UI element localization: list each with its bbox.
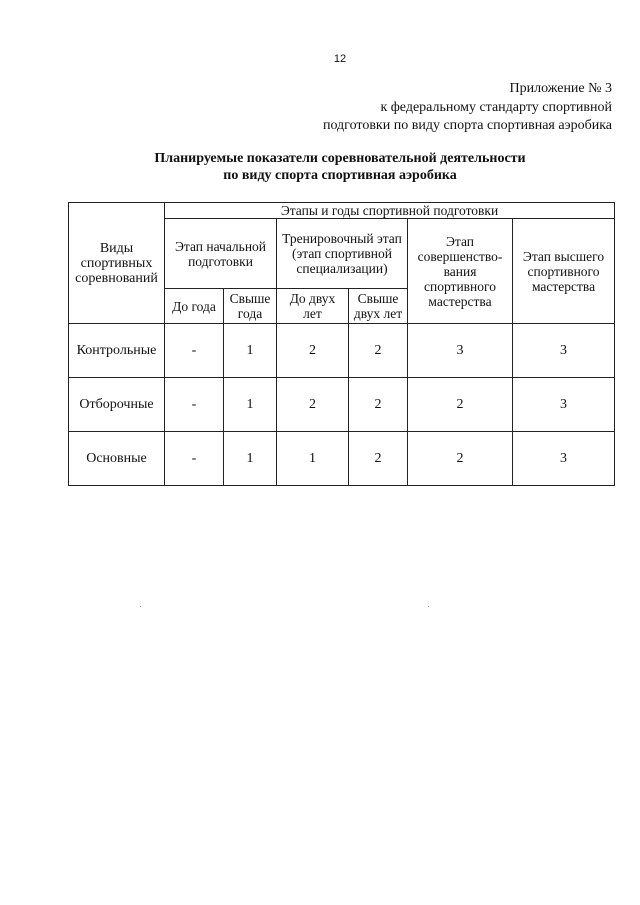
header-stage-training: Тренировочный этап (этап спортивной специализации) bbox=[277, 219, 408, 289]
row-label-main: Основные bbox=[69, 432, 165, 486]
header-initial-over-year: Свыше года bbox=[224, 289, 277, 324]
table-cell: - bbox=[165, 432, 224, 486]
table-row bbox=[69, 324, 615, 378]
appendix-reference bbox=[323, 80, 612, 136]
document-title-line-2: по виду спорта спортивная аэробика bbox=[223, 168, 457, 183]
table-cell: 1 bbox=[224, 324, 277, 378]
header-stage-improvement: Этап совершенство-вания спортивного мастерства bbox=[408, 219, 513, 324]
scan-speck bbox=[140, 606, 141, 607]
row-label-control: Контрольные bbox=[69, 324, 165, 378]
table-cell: 2 bbox=[277, 378, 349, 432]
table-cell: 3 bbox=[513, 324, 615, 378]
header-stage-initial: Этап начальной подготовки bbox=[165, 219, 277, 289]
table-cell: - bbox=[165, 378, 224, 432]
table-cell: 2 bbox=[408, 432, 513, 486]
header-stages-years: Этапы и годы спортивной подготовки bbox=[165, 203, 615, 219]
row-label-selection: Отборочные bbox=[69, 378, 165, 432]
scan-speck bbox=[428, 606, 429, 607]
table-cell: 2 bbox=[349, 378, 408, 432]
table-cell: 2 bbox=[408, 378, 513, 432]
appendix-standard: к федеральному стандарту спортивной bbox=[380, 99, 612, 115]
table-cell: 2 bbox=[349, 324, 408, 378]
table-row bbox=[69, 432, 615, 486]
header-initial-up-to-year: До года bbox=[165, 289, 224, 324]
competition-indicators-table bbox=[68, 202, 615, 486]
header-competition-types: Виды спортивных соревнований bbox=[69, 203, 165, 324]
table-cell: 1 bbox=[224, 432, 277, 486]
table-cell: 2 bbox=[277, 324, 349, 378]
header-training-up-to-two: До двух лет bbox=[277, 289, 349, 324]
table-row bbox=[69, 378, 615, 432]
table-cell: 3 bbox=[513, 432, 615, 486]
table-cell: 3 bbox=[513, 378, 615, 432]
table-cell: 1 bbox=[277, 432, 349, 486]
page-number: 12 bbox=[333, 53, 347, 65]
header-training-over-two: Свыше двух лет bbox=[349, 289, 408, 324]
table-cell: 1 bbox=[224, 378, 277, 432]
document-title bbox=[0, 150, 640, 184]
appendix-number: Приложение № 3 bbox=[509, 81, 612, 96]
table-cell: 2 bbox=[349, 432, 408, 486]
header-stage-higher: Этап высшего спортивного мастерства bbox=[513, 219, 615, 324]
appendix-sport: подготовки по виду спорта спортивная аэробика bbox=[322, 118, 612, 133]
document-title-line-1: Планируемые показатели соревновательной деятельности bbox=[154, 151, 526, 166]
table-cell: 3 bbox=[408, 324, 513, 378]
table-cell: - bbox=[165, 324, 224, 378]
